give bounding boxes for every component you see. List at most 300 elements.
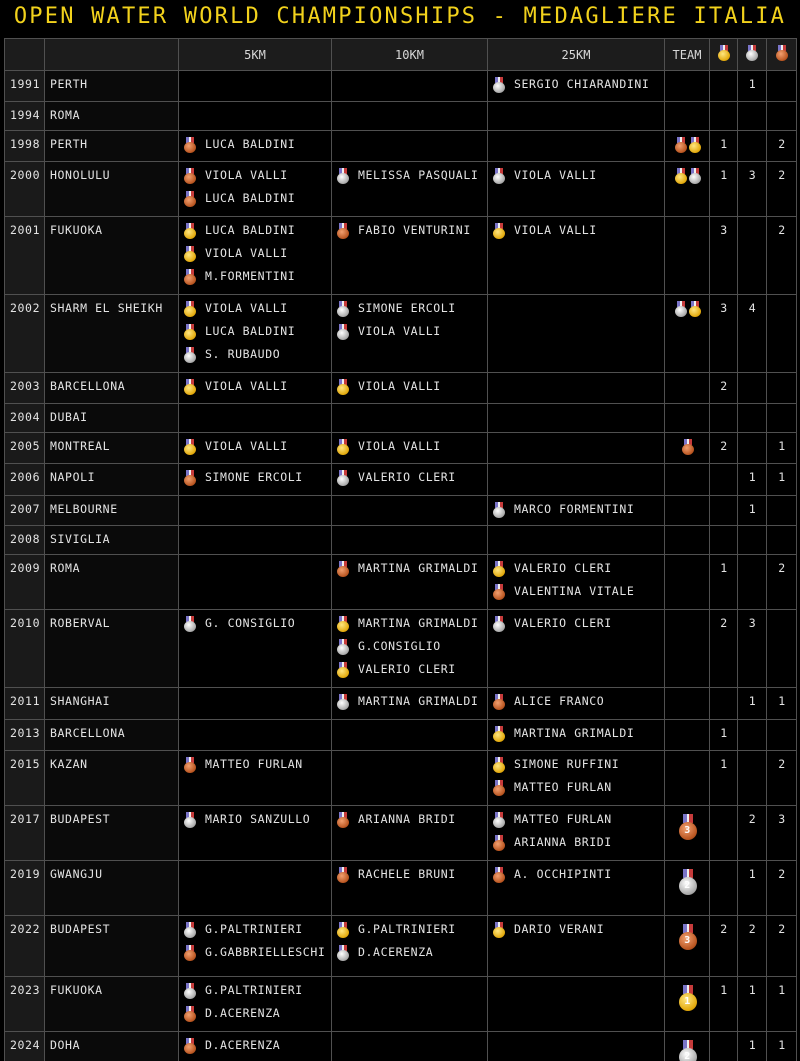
- event-cell-km5: [179, 404, 332, 433]
- medalist-entry: [337, 223, 483, 246]
- venue-cell: FUKUOKA: [45, 977, 179, 1032]
- event-cell-km10: [332, 977, 488, 1032]
- silver-count-cell: [738, 404, 767, 433]
- medalist-name: G.PALTRINIERI: [205, 983, 303, 997]
- silver-count-cell: [738, 751, 767, 806]
- silver-medal-icon: [675, 301, 687, 317]
- medalist-name: VIOLA VALLI: [205, 301, 288, 315]
- venue-cell: DUBAI: [45, 404, 179, 433]
- venue-cell: SHANGHAI: [45, 688, 179, 720]
- table-row: [5, 71, 797, 102]
- venue-cell: MELBOURNE: [45, 496, 179, 526]
- gold-count-cell: [710, 1032, 738, 1061]
- team-cell: [665, 977, 710, 1032]
- venue-cell: DOHA: [45, 1032, 179, 1061]
- team-cell: [665, 464, 710, 496]
- medalist-entry: [337, 694, 483, 717]
- year-cell: 2022: [5, 916, 45, 977]
- medalist-name: MARTINA GRIMALDI: [358, 561, 479, 575]
- gold-medal-icon: [675, 168, 687, 184]
- medalist-entry: [337, 561, 483, 584]
- medalist-entry: [493, 223, 660, 246]
- gold-medal-icon: [184, 324, 196, 340]
- bronze-count-cell: 1: [767, 977, 797, 1032]
- bronze-count-cell: [767, 373, 797, 404]
- team-cell: [665, 217, 710, 295]
- medalist-name: MATTEO FURLAN: [205, 757, 303, 771]
- venue-cell: GWANGJU: [45, 861, 179, 916]
- gold-medal-icon: [184, 379, 196, 395]
- bronze-medal-icon: [184, 191, 196, 207]
- bronze-count-cell: 1: [767, 688, 797, 720]
- event-cell-km5: [179, 217, 332, 295]
- medalist-entry: [184, 439, 327, 462]
- event-cell-km5: [179, 555, 332, 610]
- event-cell-km5: [179, 916, 332, 977]
- medalist-entry: [337, 301, 483, 324]
- year-cell: 2003: [5, 373, 45, 404]
- table-row: [5, 861, 797, 916]
- page-title: OPEN WATER WORLD CHAMPIONSHIPS - MEDAGLIERE ITALIA: [13, 4, 787, 29]
- bronze-count-cell: 2: [767, 751, 797, 806]
- year-cell: 2008: [5, 526, 45, 555]
- table-row: [5, 610, 797, 688]
- venue-cell: ROMA: [45, 555, 179, 610]
- medalist-name: VIOLA VALLI: [205, 439, 288, 453]
- silver-medal-icon: [184, 983, 196, 999]
- medalist-name: VIOLA VALLI: [205, 168, 288, 182]
- silver-medal-icon: [337, 694, 349, 710]
- bronze-medal-icon: [184, 1038, 196, 1054]
- medalist-name: SIMONE RUFFINI: [514, 757, 620, 771]
- silver-medal-icon: [493, 168, 505, 184]
- header-year: [5, 39, 45, 71]
- medalist-entry: [493, 561, 660, 584]
- medalist-name: M.FORMENTINI: [205, 269, 296, 283]
- medalist-name: G. CONSIGLIO: [205, 616, 296, 630]
- event-cell-km25: [488, 162, 665, 217]
- event-cell-km10: [332, 496, 488, 526]
- header-5km: 5KM: [179, 39, 332, 71]
- gold-medal-icon: [337, 616, 349, 632]
- event-cell-km25: [488, 977, 665, 1032]
- medalist-name: VIOLA VALLI: [358, 324, 441, 338]
- table-row: [5, 496, 797, 526]
- event-cell-km25: [488, 433, 665, 464]
- bronze-count-cell: 2: [767, 555, 797, 610]
- medalist-name: VALERIO CLERI: [514, 616, 612, 630]
- team-cell: [665, 555, 710, 610]
- venue-cell: ROBERVAL: [45, 610, 179, 688]
- event-cell-km5: [179, 464, 332, 496]
- event-cell-km5: [179, 751, 332, 806]
- team-cell: [665, 720, 710, 751]
- medalist-name: VIOLA VALLI: [514, 168, 597, 182]
- event-cell-km5: [179, 102, 332, 131]
- gold-count-cell: [710, 102, 738, 131]
- silver-count-cell: 1: [738, 861, 767, 916]
- silver-medal-icon: [184, 812, 196, 828]
- year-cell: 2023: [5, 977, 45, 1032]
- bronze-count-cell: [767, 102, 797, 131]
- medalist-name: ARIANNA BRIDI: [358, 812, 456, 826]
- medalist-name: VIOLA VALLI: [205, 379, 288, 393]
- table-row: [5, 433, 797, 464]
- medalist-entry: [184, 324, 327, 347]
- event-cell-km10: [332, 555, 488, 610]
- silver-count-cell: [738, 720, 767, 751]
- silver-medal-icon: [337, 324, 349, 340]
- table-row: [5, 555, 797, 610]
- team-cell: [665, 404, 710, 433]
- table-row: [5, 295, 797, 373]
- medalist-entry: [184, 757, 327, 780]
- gold-count-cell: 1: [710, 751, 738, 806]
- header-row: [5, 39, 797, 71]
- bronze-count-cell: [767, 610, 797, 688]
- bronze-medal-icon: [184, 1006, 196, 1022]
- bronze-medal-icon: [184, 269, 196, 285]
- silver-count-cell: 1: [738, 688, 767, 720]
- event-cell-km10: [332, 526, 488, 555]
- silver-medal-icon: [184, 922, 196, 938]
- event-cell-km25: [488, 71, 665, 102]
- medalist-name: MARTINA GRIMALDI: [358, 694, 479, 708]
- team-cell: [665, 806, 710, 861]
- silver-count-cell: 2: [738, 806, 767, 861]
- bronze-count-cell: [767, 71, 797, 102]
- event-cell-km10: [332, 464, 488, 496]
- venue-cell: SIVIGLIA: [45, 526, 179, 555]
- bronze-count-cell: [767, 404, 797, 433]
- silver-count-cell: [738, 433, 767, 464]
- bronze-count-cell: [767, 496, 797, 526]
- event-cell-km5: [179, 295, 332, 373]
- bronze-medal-icon: [776, 45, 788, 61]
- bronze-medal-icon: [337, 812, 349, 828]
- gold-count-cell: 3: [710, 295, 738, 373]
- event-cell-km25: [488, 861, 665, 916]
- medalist-entry: [337, 945, 483, 968]
- bronze-count-cell: 2: [767, 217, 797, 295]
- medalist-entry: [493, 77, 660, 100]
- medalist-entry: [493, 780, 660, 803]
- team-medals: [675, 137, 701, 153]
- bronze-medal-icon: [337, 867, 349, 883]
- table-row: [5, 916, 797, 977]
- silver-medal-icon: [493, 77, 505, 93]
- venue-cell: ROMA: [45, 102, 179, 131]
- event-cell-km25: [488, 496, 665, 526]
- medalist-name: LUCA BALDINI: [205, 191, 296, 205]
- medalist-name: FABIO VENTURINI: [358, 223, 471, 237]
- event-cell-km5: [179, 496, 332, 526]
- event-cell-km10: [332, 1032, 488, 1061]
- bronze-count-cell: 2: [767, 916, 797, 977]
- event-cell-km10: [332, 806, 488, 861]
- bronze-medal-icon: [184, 168, 196, 184]
- silver-medal-icon: 2: [679, 1040, 697, 1061]
- medalist-name: MATTEO FURLAN: [514, 780, 612, 794]
- table-row: [5, 751, 797, 806]
- event-cell-km10: [332, 404, 488, 433]
- gold-count-cell: 1: [710, 977, 738, 1032]
- medalist-entry: [184, 1006, 327, 1029]
- event-cell-km10: [332, 71, 488, 102]
- team-cell: [665, 102, 710, 131]
- medalist-name: A. OCCHIPINTI: [514, 867, 612, 881]
- bronze-count-cell: 1: [767, 464, 797, 496]
- bronze-medal-icon: [493, 694, 505, 710]
- table-row: [5, 688, 797, 720]
- venue-cell: NAPOLI: [45, 464, 179, 496]
- medalist-entry: [337, 639, 483, 662]
- gold-count-cell: 3: [710, 217, 738, 295]
- medalist-entry: [337, 168, 483, 191]
- bronze-medal-icon: [184, 757, 196, 773]
- silver-medal-icon: [746, 45, 758, 61]
- gold-count-cell: [710, 496, 738, 526]
- medalist-entry: [493, 867, 660, 890]
- year-cell: 2017: [5, 806, 45, 861]
- event-cell-km5: [179, 131, 332, 162]
- header-silver: [738, 39, 767, 71]
- medalist-entry: [337, 470, 483, 493]
- venue-cell: BUDAPEST: [45, 806, 179, 861]
- medalist-entry: [337, 439, 483, 462]
- event-cell-km10: [332, 102, 488, 131]
- year-cell: 2009: [5, 555, 45, 610]
- year-cell: 2001: [5, 217, 45, 295]
- table-row: [5, 526, 797, 555]
- medalist-entry: [493, 757, 660, 780]
- header-gold: [710, 39, 738, 71]
- bronze-count-cell: [767, 720, 797, 751]
- medalist-name: LUCA BALDINI: [205, 324, 296, 338]
- team-medals: [675, 301, 701, 317]
- medalist-entry: [337, 867, 483, 890]
- medalist-name: ALICE FRANCO: [514, 694, 605, 708]
- medalist-entry: [184, 191, 327, 214]
- medalist-name: DARIO VERANI: [514, 922, 605, 936]
- bronze-medal-icon: [184, 470, 196, 486]
- medalist-entry: [337, 379, 483, 402]
- medalist-entry: [184, 616, 327, 639]
- gold-count-cell: [710, 404, 738, 433]
- gold-count-cell: [710, 861, 738, 916]
- venue-cell: FUKUOKA: [45, 217, 179, 295]
- event-cell-km10: [332, 217, 488, 295]
- silver-count-cell: 3: [738, 162, 767, 217]
- bronze-count-cell: [767, 295, 797, 373]
- year-cell: 2013: [5, 720, 45, 751]
- gold-medal-icon: [184, 301, 196, 317]
- gold-medal-icon: [337, 379, 349, 395]
- gold-medal-icon: [718, 45, 730, 61]
- gold-medal-icon: [689, 137, 701, 153]
- medalist-name: SERGIO CHIARANDINI: [514, 77, 650, 91]
- event-cell-km25: [488, 720, 665, 751]
- event-cell-km5: [179, 688, 332, 720]
- silver-count-cell: [738, 555, 767, 610]
- team-cell: [665, 373, 710, 404]
- team-medals: [675, 168, 701, 184]
- medalist-entry: [493, 502, 660, 525]
- year-cell: 2000: [5, 162, 45, 217]
- bronze-count-cell: 2: [767, 861, 797, 916]
- venue-cell: KAZAN: [45, 751, 179, 806]
- bronze-medal-icon: 3: [679, 924, 697, 950]
- medal-table: [4, 38, 797, 1061]
- event-cell-km10: [332, 916, 488, 977]
- event-cell-km25: [488, 751, 665, 806]
- year-cell: 2024: [5, 1032, 45, 1061]
- medalist-name: ARIANNA BRIDI: [514, 835, 612, 849]
- medalist-name: MATTEO FURLAN: [514, 812, 612, 826]
- venue-cell: BARCELLONA: [45, 373, 179, 404]
- gold-count-cell: 1: [710, 720, 738, 751]
- header-25km: 25KM: [488, 39, 665, 71]
- medalist-entry: [184, 922, 327, 945]
- gold-count-cell: 2: [710, 610, 738, 688]
- table-row: [5, 977, 797, 1032]
- team-cell: [665, 433, 710, 464]
- silver-medal-icon: [337, 301, 349, 317]
- silver-count-cell: [738, 217, 767, 295]
- team-cell: [665, 610, 710, 688]
- event-cell-km25: [488, 373, 665, 404]
- event-cell-km5: [179, 373, 332, 404]
- gold-medal-icon: [337, 662, 349, 678]
- medalist-name: LUCA BALDINI: [205, 223, 296, 237]
- event-cell-km10: [332, 751, 488, 806]
- event-cell-km5: [179, 433, 332, 464]
- event-cell-km25: [488, 295, 665, 373]
- medalist-name: SIMONE ERCOLI: [358, 301, 456, 315]
- team-cell: [665, 751, 710, 806]
- medalist-entry: [337, 922, 483, 945]
- team-cell: [665, 295, 710, 373]
- venue-cell: BUDAPEST: [45, 916, 179, 977]
- gold-medal-icon: 1: [679, 985, 697, 1011]
- medalist-name: VIOLA VALLI: [514, 223, 597, 237]
- table-row: [5, 162, 797, 217]
- table-row: [5, 806, 797, 861]
- event-cell-km5: [179, 806, 332, 861]
- event-cell-km5: [179, 162, 332, 217]
- medalist-entry: [493, 694, 660, 717]
- medalist-name: VIOLA VALLI: [358, 439, 441, 453]
- silver-count-cell: [738, 102, 767, 131]
- gold-medal-icon: [184, 439, 196, 455]
- table-row: [5, 373, 797, 404]
- medalist-entry: [493, 726, 660, 749]
- medalist-name: MELISSA PASQUALI: [358, 168, 479, 182]
- bronze-count-cell: [767, 526, 797, 555]
- table-row: [5, 217, 797, 295]
- medalist-entry: [184, 301, 327, 324]
- gold-count-cell: [710, 464, 738, 496]
- event-cell-km25: [488, 555, 665, 610]
- team-cell: [665, 1032, 710, 1061]
- silver-medal-icon: [689, 168, 701, 184]
- medalist-name: MARTINA GRIMALDI: [358, 616, 479, 630]
- header-team: TEAM: [665, 39, 710, 71]
- gold-medal-icon: [493, 223, 505, 239]
- silver-medal-icon: 2: [679, 869, 697, 895]
- bronze-medal-icon: [493, 780, 505, 796]
- year-cell: 2006: [5, 464, 45, 496]
- event-cell-km25: [488, 526, 665, 555]
- year-cell: 2002: [5, 295, 45, 373]
- gold-count-cell: [710, 71, 738, 102]
- silver-medal-icon: [184, 616, 196, 632]
- gold-medal-icon: [184, 223, 196, 239]
- gold-count-cell: [710, 806, 738, 861]
- table-row: [5, 131, 797, 162]
- medalist-entry: [184, 1038, 327, 1061]
- medalist-entry: [337, 812, 483, 835]
- medalist-name: SIMONE ERCOLI: [205, 470, 303, 484]
- event-cell-km5: [179, 526, 332, 555]
- medalist-entry: [493, 616, 660, 639]
- gold-medal-icon: [493, 561, 505, 577]
- event-cell-km5: [179, 71, 332, 102]
- gold-count-cell: [710, 688, 738, 720]
- team-cell: [665, 131, 710, 162]
- medalist-name: MARCO FORMENTINI: [514, 502, 635, 516]
- medalist-name: MARTINA GRIMALDI: [514, 726, 635, 740]
- event-cell-km10: [332, 720, 488, 751]
- bronze-count-cell: 2: [767, 162, 797, 217]
- gold-count-cell: 2: [710, 373, 738, 404]
- medalist-entry: [493, 812, 660, 835]
- bronze-medal-icon: [682, 439, 694, 455]
- medalist-entry: [184, 379, 327, 402]
- gold-count-cell: 2: [710, 433, 738, 464]
- bronze-medal-icon: [675, 137, 687, 153]
- table-row: [5, 1032, 797, 1061]
- bronze-medal-icon: [184, 137, 196, 153]
- silver-medal-icon: [493, 812, 505, 828]
- year-cell: 2010: [5, 610, 45, 688]
- event-cell-km5: [179, 977, 332, 1032]
- medalist-name: VIOLA VALLI: [205, 246, 288, 260]
- bronze-count-cell: 1: [767, 1032, 797, 1061]
- team-cell: [665, 496, 710, 526]
- year-cell: 2004: [5, 404, 45, 433]
- gold-count-cell: 1: [710, 131, 738, 162]
- medalist-name: RACHELE BRUNI: [358, 867, 456, 881]
- event-cell-km10: [332, 162, 488, 217]
- medalist-entry: [184, 945, 327, 968]
- bronze-medal-icon: [337, 223, 349, 239]
- medalist-entry: [184, 137, 327, 160]
- team-cell: [665, 162, 710, 217]
- team-cell: [665, 916, 710, 977]
- medalist-name: D.ACERENZA: [205, 1006, 281, 1020]
- event-cell-km10: [332, 295, 488, 373]
- medalist-entry: [337, 662, 483, 685]
- gold-medal-icon: [337, 922, 349, 938]
- medalist-entry: [184, 168, 327, 191]
- medalist-name: LUCA BALDINI: [205, 137, 296, 151]
- table-row: [5, 102, 797, 131]
- gold-count-cell: 1: [710, 162, 738, 217]
- year-cell: 1991: [5, 71, 45, 102]
- medalist-entry: [493, 584, 660, 607]
- team-cell: [665, 71, 710, 102]
